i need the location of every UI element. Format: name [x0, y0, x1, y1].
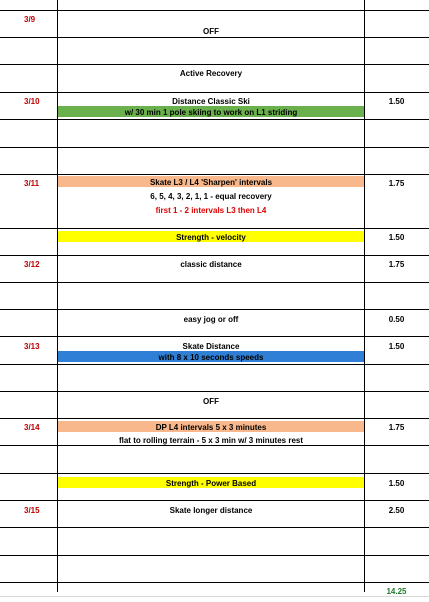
- hours-cell: 1.50: [388, 233, 405, 242]
- workout-text: easy jog or off: [183, 315, 239, 324]
- row-divider: [0, 391, 429, 392]
- row-divider: [0, 364, 429, 365]
- workout-detail-text: with 8 x 10 seconds speeds: [158, 353, 264, 362]
- row-divider: [0, 527, 429, 528]
- workout-text: Skate Distance: [182, 342, 240, 351]
- workout-text: classic distance: [180, 260, 242, 269]
- date-cell: 3/12: [24, 260, 40, 269]
- hours-cell: 1.50: [388, 479, 405, 488]
- date-cell: 3/10: [24, 97, 40, 106]
- row-divider: [0, 473, 429, 474]
- row-divider: [0, 147, 429, 148]
- total-hours-cell: 14.25: [386, 587, 407, 596]
- row-divider: [0, 309, 429, 310]
- workout-text: OFF: [203, 27, 219, 36]
- hours-cell: 1.75: [388, 179, 405, 188]
- column-divider: [364, 0, 365, 592]
- column-divider: [57, 0, 58, 592]
- hours-cell: 1.75: [388, 423, 405, 432]
- date-cell: 3/11: [24, 179, 40, 188]
- row-divider: [0, 555, 429, 556]
- row-divider: [0, 445, 429, 446]
- row-divider: [0, 336, 429, 337]
- workout-text: Strength - Power Based: [165, 479, 257, 488]
- hours-cell: 1.75: [388, 260, 405, 269]
- workout-text: Active Recovery: [179, 69, 243, 78]
- workout-text: OFF: [203, 397, 219, 406]
- workout-detail-text: 6, 5, 4, 3, 2, 1, 1 - equal recovery: [150, 192, 272, 201]
- workout-text: Strength - velocity: [176, 233, 246, 242]
- row-divider: [0, 418, 429, 419]
- date-cell: 3/9: [24, 15, 36, 24]
- row-divider: [0, 500, 429, 501]
- row-divider: [0, 255, 429, 256]
- workout-text: Distance Classic Ski: [172, 97, 250, 106]
- row-divider: [0, 119, 429, 120]
- workout-text: Skate longer distance: [169, 506, 253, 515]
- hours-cell: 0.50: [388, 315, 405, 324]
- workout-detail-text: first 1 - 2 intervals L3 then L4: [155, 206, 267, 215]
- row-divider: [0, 37, 429, 38]
- row-divider: [0, 282, 429, 283]
- row-divider: [0, 174, 429, 175]
- hours-cell: 1.50: [388, 97, 405, 106]
- workout-detail-text: w/ 30 min 1 pole skiing to work on L1 striding: [124, 108, 298, 117]
- row-divider: [0, 10, 429, 11]
- hours-cell: 1.50: [388, 342, 405, 351]
- row-divider: [0, 92, 429, 93]
- date-cell: 3/13: [24, 342, 40, 351]
- workout-detail-text: flat to rolling terrain - 5 x 3 min w/ 3 minutes rest: [118, 436, 304, 445]
- row-divider: [0, 228, 429, 229]
- row-divider: [0, 64, 429, 65]
- workout-text: DP L4 intervals 5 x 3 minutes: [155, 423, 267, 432]
- date-cell: 3/14: [24, 423, 40, 432]
- workout-text: Skate L3 / L4 'Sharpen' intervals: [149, 178, 273, 187]
- row-divider-light: [0, 596, 429, 597]
- date-cell: 3/15: [24, 506, 40, 515]
- row-divider: [0, 582, 429, 583]
- hours-cell: 2.50: [388, 506, 405, 515]
